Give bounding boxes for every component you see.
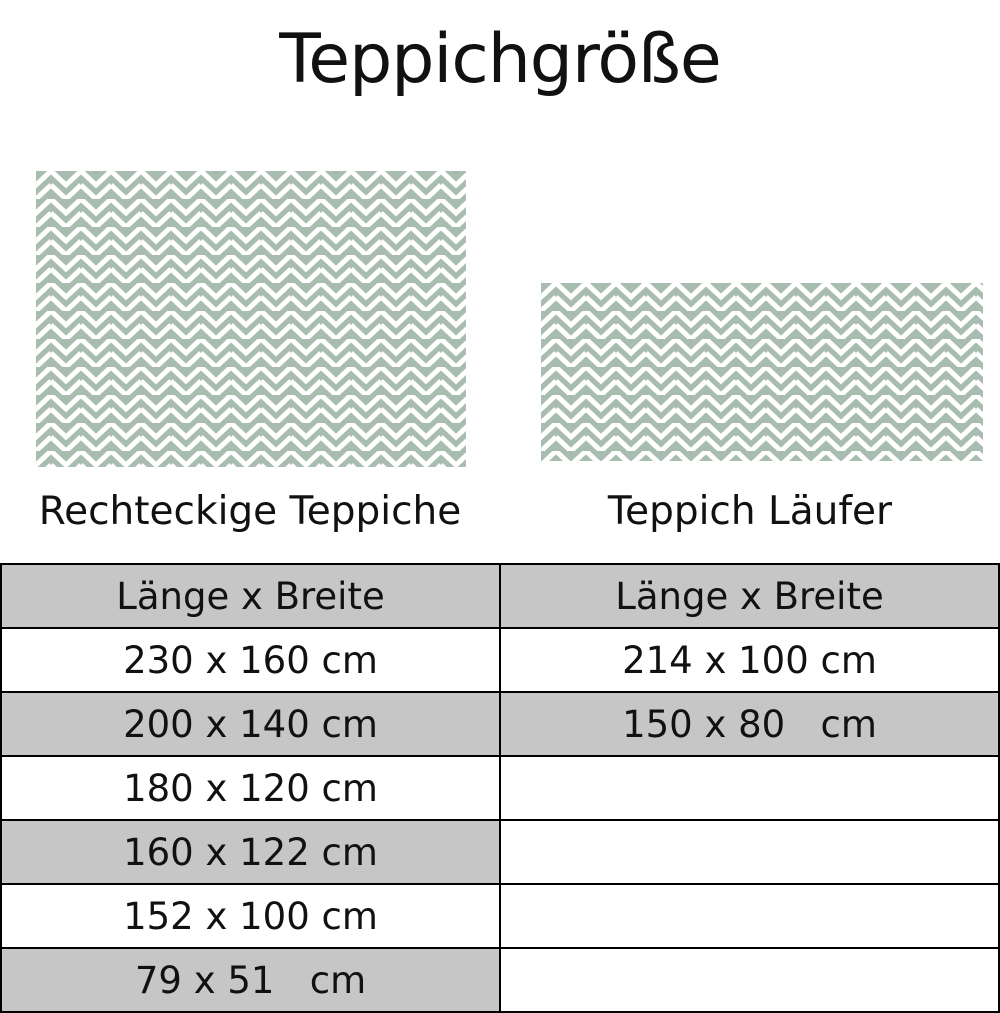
table-cell-rectangular: 160 x 122 cm	[1, 820, 500, 884]
table-cell-runner-empty	[500, 884, 999, 948]
table-cell-runner-empty	[500, 948, 999, 1012]
table-cell-rectangular: 230 x 160 cm	[1, 628, 500, 692]
table-cell-runner: 150 x 80 cm	[500, 692, 999, 756]
table-row	[1, 820, 999, 884]
table-cell-runner-empty	[500, 820, 999, 884]
size-table	[0, 563, 1000, 1013]
page-title: Teppichgröße	[279, 20, 721, 99]
table-cell-runner-empty	[500, 756, 999, 820]
table-header-row	[1, 564, 999, 628]
table-row	[1, 628, 999, 692]
table-row	[1, 692, 999, 756]
table-header-rectangular: Länge x Breite	[1, 564, 500, 628]
runner-rug-swatch	[541, 283, 983, 461]
table-row	[1, 756, 999, 820]
table-cell-rectangular: 200 x 140 cm	[1, 692, 500, 756]
chevron-pattern-icon	[541, 283, 983, 461]
chevron-pattern-icon	[36, 171, 466, 467]
rectangular-rug-swatch	[36, 171, 466, 467]
runner-rug-caption: Teppich Läufer	[607, 489, 893, 534]
table-header-runner: Länge x Breite	[500, 564, 999, 628]
table-cell-rectangular: 152 x 100 cm	[1, 884, 500, 948]
table-cell-rectangular: 180 x 120 cm	[1, 756, 500, 820]
rectangular-rug-caption: Rechteckige Teppiche	[38, 489, 462, 534]
table-row	[1, 948, 999, 1012]
table-cell-runner: 214 x 100 cm	[500, 628, 999, 692]
table-row	[1, 884, 999, 948]
table-cell-rectangular: 79 x 51 cm	[1, 948, 500, 1012]
